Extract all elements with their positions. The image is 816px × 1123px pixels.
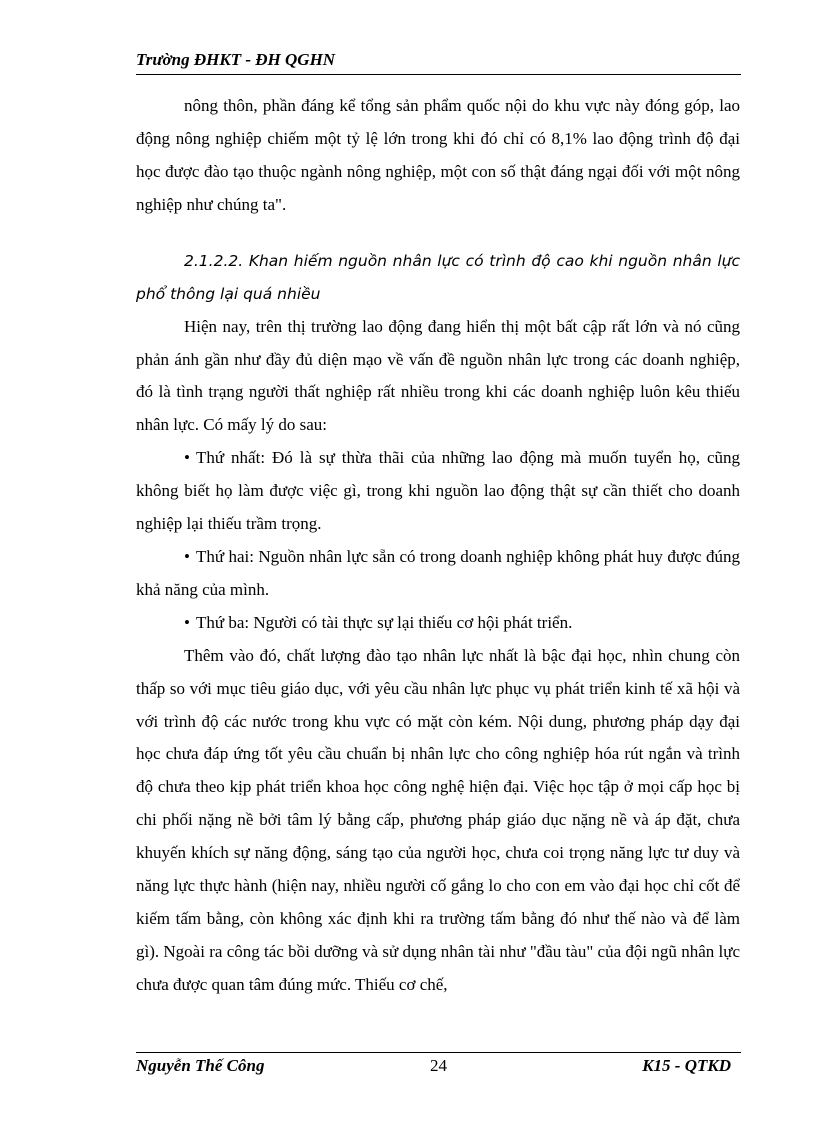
paragraph-3: Thêm vào đó, chất lượng đào tạo nhân lực nhất là bậc đại học, nhìn chung còn thấp so với mục tiêu giáo dục, với yêu cầu nhân lực phục vụ phát triển kinh tế xã hội và với trình độ các nước trong khu vực có mặt còn kém. Nội dung, phương pháp dạy đại học chưa đáp ứng tốt yêu cầu chuẩn bị nhân lực cho công nghiệp hóa rút ngắn và trình độ chưa theo kịp phát triển khoa học công nghệ hiện đại. Việc học tập ở mọi cấp học bị chi phối nặng nề bởi tâm lý bằng cấp, phương pháp giáo dục nặng nề và áp đặt, chưa khuyến khích sự năng động, sáng tạo của người học, chưa coi trọng năng lực tư duy và năng lực thực hành (hiện nay, nhiều người cố gắng lo cho con em vào đại học chỉ cốt để kiếm tấm bằng, còn không xác định khi ra trường tấm bằng đó như thế nào và để làm gì). Ngoài ra công tác bồi dưỡng và sử dụng nhân tài như "đầu tàu" của đội ngũ nhân lực chưa được quan tâm đúng mức. Thiếu cơ chế, — [136, 645, 740, 994]
paragraph-1: nông thôn, phần đáng kể tổng sản phẩm quốc nội do khu vực này đóng góp, lao động nông nghiệp chiếm một tỷ lệ lớn trong khi đó chỉ có 8,1% lao động trình độ đại học được đào tạo thuộc ngành nông nghiệp, một con số thật đáng ngại đối với một nông nghiệp như chúng ta". — [136, 96, 740, 214]
bullet-item — [136, 442, 740, 541]
document-body — [136, 90, 740, 1002]
page-header — [136, 50, 741, 75]
bullet-dot-icon: • — [184, 448, 190, 468]
footer-class-code: K15 - QTKD — [642, 1056, 731, 1075]
bullet-item — [136, 541, 740, 607]
spacer — [136, 222, 740, 245]
bullet-text: Thứ ba: Người có tài thực sự lại thiếu cơ hội phát triển. — [196, 612, 573, 632]
bullet-dot-icon: • — [184, 612, 190, 632]
bullet-text: Thứ nhất: Đó là sự thừa thãi của những lao động mà muốn tuyển họ, cũng không biết họ làm được việc gì, trong khi nguồn lao động thật sự cần thiết cho doanh nghiệp lại thiếu trầm trọng. — [136, 448, 740, 534]
bullet-dot-icon: • — [184, 546, 190, 566]
paragraph-2: Hiện nay, trên thị trường lao động đang hiển thị một bất cập rất lớn và nó cũng phản ánh gần như đầy đủ diện mạo về vấn đề nguồn nhân lực trong các doanh nghiệp, đó là tình trạng người thất nghiệp rất nhiều trong khi các doanh nghiệp luôn kêu thiếu nhân lực. Có mấy lý do sau: — [136, 316, 740, 435]
bullet-item — [136, 607, 740, 640]
page-number: 24 — [430, 1056, 447, 1075]
footer-author: Nguyễn Thế Công — [136, 1056, 265, 1075]
page-footer — [136, 1052, 741, 1083]
bullet-text: Thứ hai: Nguồn nhân lực sẵn có trong doanh nghiệp không phát huy được đúng khả năng của mình. — [136, 546, 740, 599]
section-subheading: 2.1.2.2. Khan hiếm nguồn nhân lực có trình độ cao khi nguồn nhân lực phổ thông lại quá nhiều — [136, 251, 740, 303]
header-title: Trường ĐHKT - ĐH QGHN — [136, 50, 336, 69]
